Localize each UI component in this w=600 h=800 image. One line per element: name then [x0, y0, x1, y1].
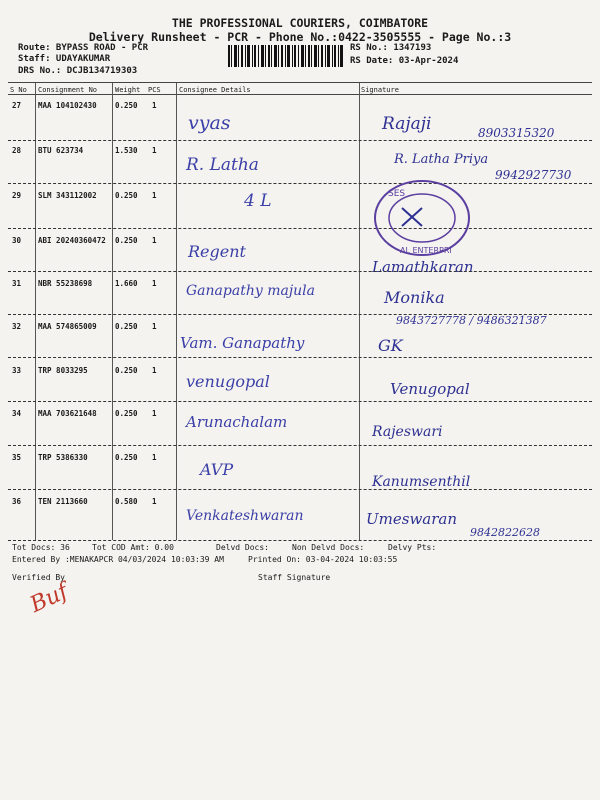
pcs: 1 [152, 146, 157, 155]
table-top-border [8, 82, 592, 83]
consignee-handwritten: Regent [188, 242, 246, 261]
weight: 0.250 [115, 453, 138, 462]
row-divider [8, 183, 592, 184]
pcs: 1 [152, 279, 157, 288]
col-header-consignee: Consignee Details [179, 86, 251, 94]
weight: 0.250 [115, 409, 138, 418]
signature-handwritten: Monika [384, 288, 445, 307]
signature-handwritten: Umeswaran [366, 510, 457, 528]
company-stamp [372, 178, 472, 258]
consignment-no: TEN 2113660 [38, 497, 88, 506]
consignee-handwritten: Vam. Ganapathy [180, 334, 305, 352]
pcs: 1 [152, 101, 157, 110]
row-divider [8, 228, 592, 229]
verified-initials-handwritten: Buf [26, 579, 72, 618]
phone-handwritten: 9942927730 [495, 168, 572, 182]
row-divider [8, 489, 592, 490]
staff: Staff: UDAYAKUMAR [18, 54, 111, 64]
pcs: 1 [152, 322, 157, 331]
signature-handwritten: Venugopal [390, 380, 470, 398]
consignee-handwritten: AVP [200, 460, 234, 479]
consignment-no: BTU 623734 [38, 146, 84, 155]
signature-handwritten: Rajaji [382, 114, 432, 134]
col-header-sno: S No [10, 86, 27, 94]
sno: 32 [12, 322, 22, 331]
consignee-handwritten: Ganapathy majula [186, 283, 316, 299]
signature-handwritten: Kanumsenthil [372, 474, 471, 490]
stamp-text-bottom: AL ENTERPRI [400, 246, 452, 255]
consignment-no: SLM 343112002 [38, 191, 97, 200]
route: Route: BYPASS ROAD - PCR [18, 43, 149, 53]
col-header-weight: Weight [115, 86, 141, 94]
signature-handwritten: Lamathkaran [372, 258, 474, 276]
weight: 0.580 [115, 497, 138, 506]
consignment-no: TRP 5386330 [38, 453, 88, 462]
total-cod-amount: Tot COD Amt: 0.00 [92, 543, 174, 552]
consignment-no: MAA 703621648 [38, 409, 97, 418]
col-header-consignment: Consignment No [38, 86, 98, 94]
sno: 28 [12, 146, 22, 155]
rs-date: RS Date: 03-Apr-2024 [350, 56, 459, 66]
consignment-no: NBR 55238698 [38, 279, 93, 288]
company-name: THE PROFESSIONAL COURIERS, COIMBATORE [171, 16, 429, 30]
delivered-docs: Delvd Docs: [216, 543, 269, 552]
row-divider [8, 540, 592, 541]
barcode [228, 45, 343, 67]
sno: 33 [12, 366, 22, 375]
weight: 0.250 [115, 191, 138, 200]
consignee-handwritten: 4 L [244, 191, 272, 211]
consignee-handwritten: R. Latha [186, 155, 259, 175]
weight: 0.250 [115, 101, 138, 110]
pcs: 1 [152, 191, 157, 200]
sno: 35 [12, 453, 22, 462]
pcs: 1 [152, 236, 157, 245]
row-divider [8, 140, 592, 141]
col-divider [35, 83, 36, 540]
runsheet-title: Delivery Runsheet - PCR - Phone No.:0422-3505555 - Page No.:3 [88, 30, 512, 44]
table-header-border [8, 94, 592, 95]
row-divider [8, 445, 592, 446]
weight: 0.250 [115, 236, 138, 245]
stamp-text-top: SES [388, 189, 406, 199]
sno: 30 [12, 236, 22, 245]
phone-handwritten: 8903315320 [478, 126, 555, 140]
consignee-handwritten: vyas [188, 112, 231, 134]
sno: 34 [12, 409, 22, 418]
total-docs: Tot Docs: 36 [12, 543, 70, 552]
signature-handwritten: GK [378, 336, 403, 355]
sno: 27 [12, 101, 22, 110]
consignment-no: MAA 574865009 [38, 322, 97, 331]
weight: 0.250 [115, 366, 138, 375]
row-divider [8, 357, 592, 358]
col-header-pcs: PCS [148, 86, 161, 94]
consignment-no: ABI 20240360472 [38, 236, 106, 245]
entered-by: Entered By :MENAKAPCR 04/03/2024 10:03:39 AM [12, 555, 224, 564]
signature-handwritten: Rajeswari [372, 424, 443, 440]
consignment-no: MAA 104102430 [38, 101, 97, 110]
sno: 31 [12, 279, 22, 288]
consignment-no: TRP 8033295 [38, 366, 88, 375]
sno: 36 [12, 497, 22, 506]
weight: 0.250 [115, 322, 138, 331]
non-delivered-docs: Non Delvd Docs: [292, 543, 365, 552]
verified-by-label: Verified By [12, 573, 65, 582]
col-divider [112, 83, 113, 540]
col-header-signature: Signature [361, 86, 399, 94]
sno: 29 [12, 191, 22, 200]
printed-on: Printed On: 03-04-2024 10:03:55 [248, 555, 398, 564]
drs-number: DRS No.: DCJB134719303 [18, 66, 138, 76]
staff-signature-label: Staff Signature [258, 573, 331, 582]
phone-handwritten: 9843727778 / 9486321387 [396, 314, 547, 327]
col-divider [176, 83, 177, 540]
pcs: 1 [152, 366, 157, 375]
consignee-handwritten: venugopal [186, 372, 270, 391]
signature-handwritten: R. Latha Priya [394, 152, 489, 167]
phone-handwritten: 9842822628 [470, 526, 540, 539]
row-divider [8, 401, 592, 402]
delivery-points: Delvy Pts: [388, 543, 437, 552]
weight: 1.530 [115, 146, 138, 155]
pcs: 1 [152, 453, 157, 462]
pcs: 1 [152, 497, 157, 506]
col-divider [359, 83, 360, 540]
consignee-handwritten: Venkateshwaran [186, 508, 304, 524]
consignee-handwritten: Arunachalam [186, 413, 288, 431]
weight: 1.660 [115, 279, 138, 288]
pcs: 1 [152, 409, 157, 418]
rs-number: RS No.: 1347193 [350, 43, 432, 53]
row-divider [8, 271, 592, 272]
